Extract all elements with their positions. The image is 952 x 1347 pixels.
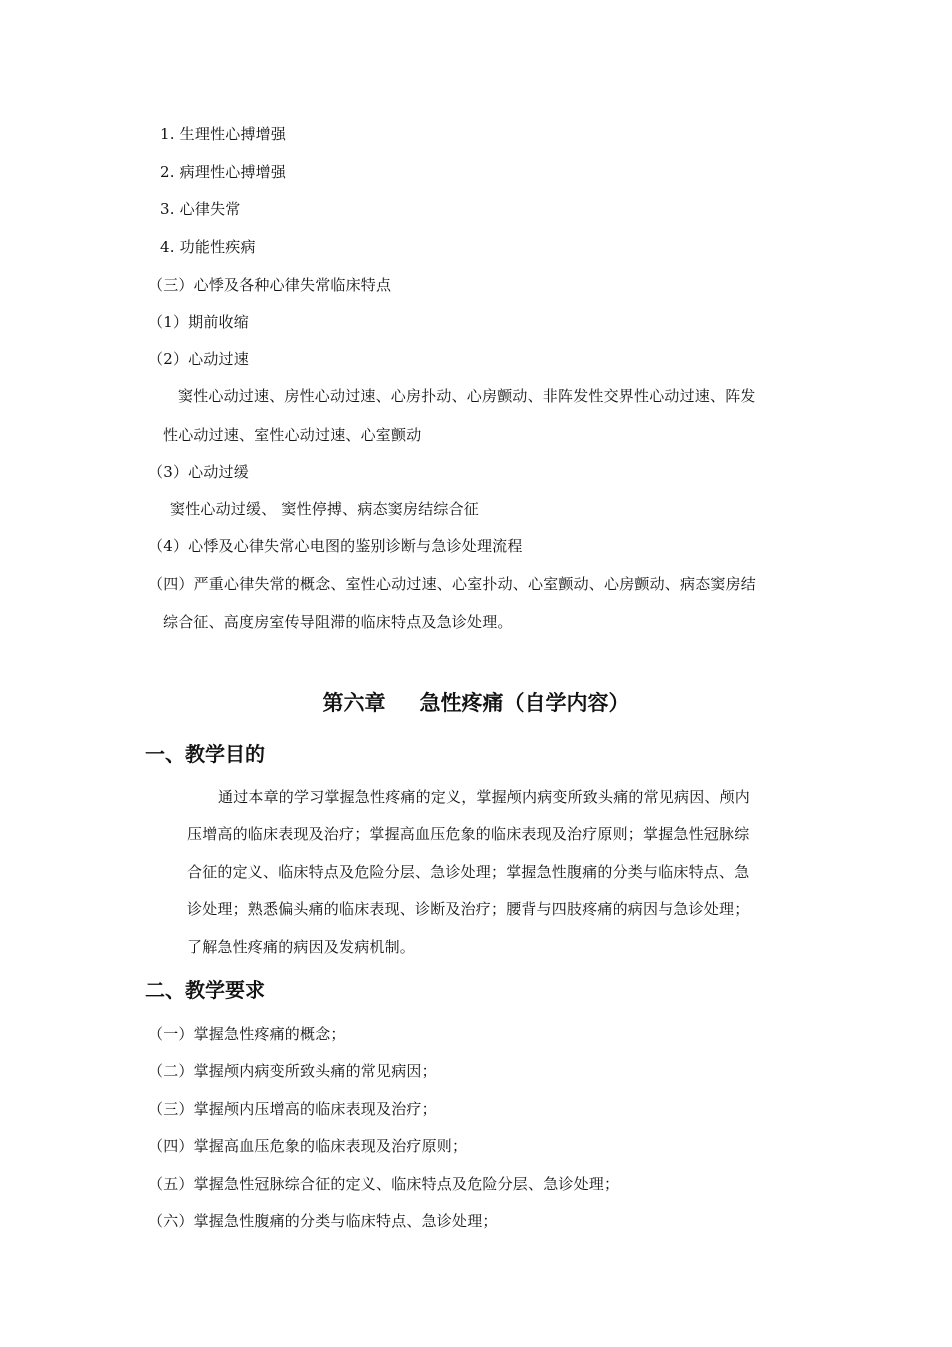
paragraph-line: 诊处理；熟悉偏头痛的临床表现、诊断及治疗；腰背与四肢疼痛的病因与急诊处理； [187, 900, 750, 918]
list-item: 3. 心律失常 [160, 200, 241, 218]
paragraph-line: 性心动过速、室性心动过速、心室颤动 [163, 426, 422, 444]
chapter-title [0, 688, 952, 718]
section-title: （四）严重心律失常的概念、室性心动过速、心室扑动、心室颤动、心房颤动、病态窦房结 [148, 575, 757, 593]
list-item: 1. 生理性心搏增强 [160, 125, 287, 143]
subsection-title: （3）心动过缓 [148, 463, 249, 481]
paragraph-line: 窦性心动过速、房性心动过速、心房扑动、心房颤动、非阵发性交界性心动过速、阵发 [178, 387, 756, 405]
list-item: （二）掌握颅内病变所致头痛的常见病因； [148, 1062, 437, 1080]
list-item: （六）掌握急性腹痛的分类与临床特点、急诊处理； [148, 1212, 498, 1230]
paragraph-line: 压增高的临床表现及治疗；掌握高血压危象的临床表现及治疗原则；掌握急性冠脉综 [187, 825, 750, 843]
section-title: （三）心悸及各种心律失常临床特点 [148, 276, 392, 294]
section-heading: 二、教学要求 [145, 978, 265, 1002]
list-item: （一）掌握急性疼痛的概念； [148, 1025, 346, 1043]
chapter-number: 第六章 [322, 691, 386, 715]
paragraph-line: 窦性心动过缓、 窦性停搏、病态窦房结综合征 [170, 500, 479, 518]
list-item: 4. 功能性疾病 [160, 238, 256, 256]
subsection-title: （1）期前收缩 [148, 313, 249, 331]
section-heading: 一、教学目的 [145, 742, 265, 766]
subsection-title: （2）心动过速 [148, 350, 249, 368]
list-item: 2. 病理性心搏增强 [160, 163, 287, 181]
paragraph-line: 合征的定义、临床特点及危险分层、急诊处理；掌握急性腹痛的分类与临床特点、急 [187, 863, 750, 881]
list-item: （五）掌握急性冠脉综合征的定义、临床特点及危险分层、急诊处理； [148, 1175, 620, 1193]
paragraph-line: 通过本章的学习掌握急性疼痛的定义，掌握颅内病变所致头痛的常见病因、颅内 [218, 788, 751, 806]
chapter-name: 急性疼痛（自学内容） [419, 691, 630, 715]
paragraph-line: 综合征、高度房室传导阻滞的临床特点及急诊处理。 [163, 613, 513, 631]
list-item: （三）掌握颅内压增高的临床表现及治疗； [148, 1100, 437, 1118]
paragraph-line: 了解急性疼痛的病因及发病机制。 [187, 938, 416, 956]
list-item: （四）掌握高血压危象的临床表现及治疗原则； [148, 1137, 468, 1155]
subsection-title: （4）心悸及心律失常心电图的鉴别诊断与急诊处理流程 [148, 537, 523, 555]
